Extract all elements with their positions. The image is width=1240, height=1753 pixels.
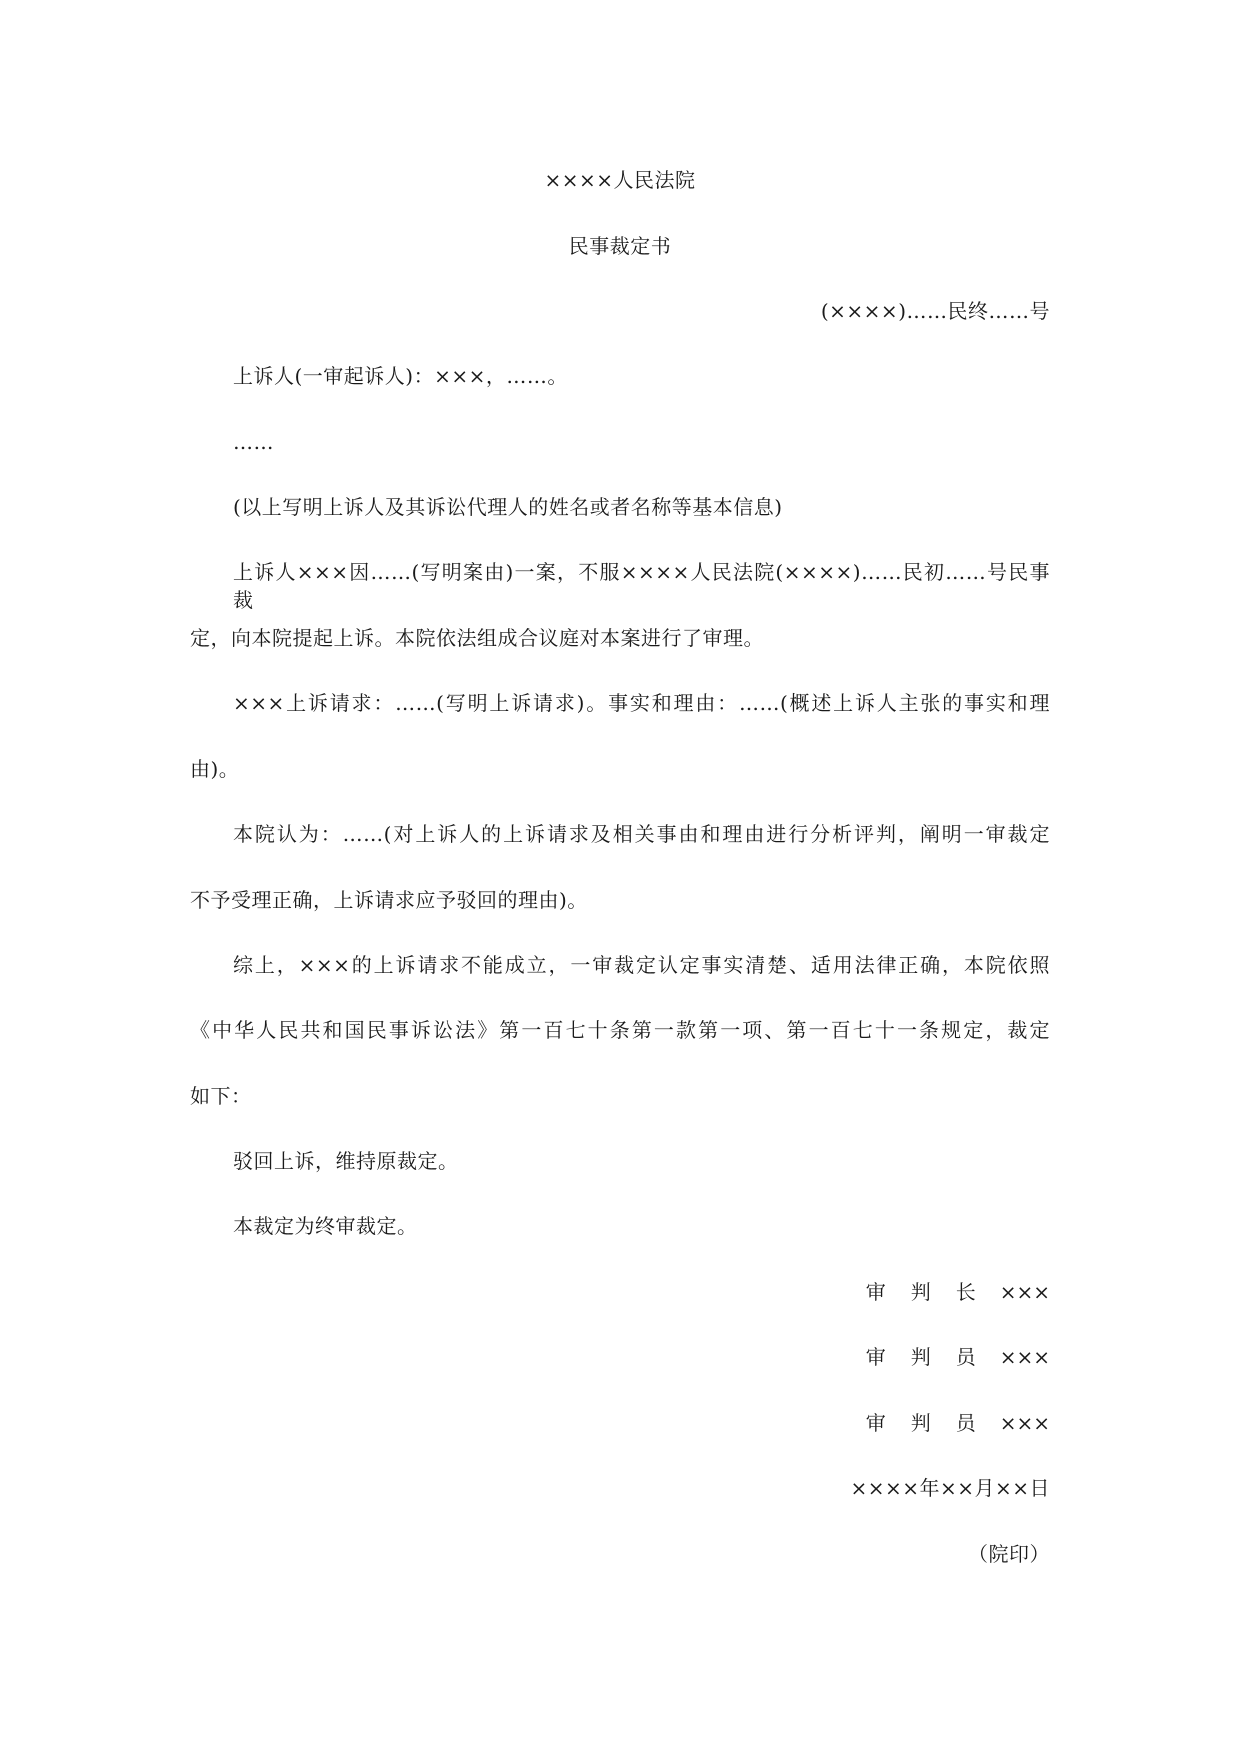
signature-presiding-judge [866, 1278, 1050, 1306]
paragraph-4-line-3: 如下： [190, 1084, 252, 1108]
paragraph-4-line-1: 综上，×××的上诉请求不能成立，一审裁定认定事实清楚、适用法律正确，本院依照 [233, 953, 1050, 977]
document-date: ××××年××月××日 [850, 1476, 1050, 1500]
paragraph-1-line-2: 定，向本院提起上诉。本院依法组成合议庭对本案进行了审理。 [190, 626, 764, 650]
document-title: 民事裁定书 [568, 234, 672, 258]
appellant-line: 上诉人(一审起诉人)：×××，……。 [233, 364, 568, 388]
paragraph-3-line-1: 本院认为：……(对上诉人的上诉请求及相关事由和理由进行分析评判，阐明一审裁定 [233, 822, 1050, 846]
signature-title: 审 判 长 [865, 1280, 976, 1304]
final-ruling-line: 本裁定为终审裁定。 [233, 1214, 418, 1238]
case-number: (××××)……民终……号 [820, 299, 1050, 323]
paragraph-3-line-2: 不予受理正确，上诉请求应予驳回的理由)。 [190, 888, 588, 912]
paragraph-2-line-1: ×××上诉请求：……(写明上诉请求)。事实和理由：……(概述上诉人主张的事实和理 [233, 691, 1050, 715]
ruling-line: 驳回上诉，维持原裁定。 [233, 1149, 459, 1173]
ellipsis-line: …… [233, 430, 274, 454]
signature-title: 审 判 员 [865, 1345, 976, 1369]
signature-judge-2 [866, 1409, 1050, 1437]
signature-judge-1 [866, 1343, 1050, 1371]
paragraph-1-line-1: 上诉人×××因……(写明案由)一案，不服××××人民法院(××××)……民初……号民事裁 [233, 560, 1050, 612]
paragraph-2-line-2: 由)。 [190, 757, 240, 781]
signature-title: 审 判 员 [865, 1411, 976, 1435]
paragraph-4-line-2: 《中华人民共和国民事诉讼法》第一百七十条第一款第一项、第一百七十一条规定，裁定 [190, 1018, 1050, 1042]
court-name: ××××人民法院 [544, 168, 696, 192]
signature-name: ××× [999, 1280, 1050, 1304]
court-seal-note: （院印） [968, 1542, 1050, 1566]
signature-name: ××× [999, 1345, 1050, 1369]
signature-name: ××× [999, 1411, 1050, 1435]
parties-note: (以上写明上诉人及其诉讼代理人的姓名或者名称等基本信息) [233, 495, 783, 519]
